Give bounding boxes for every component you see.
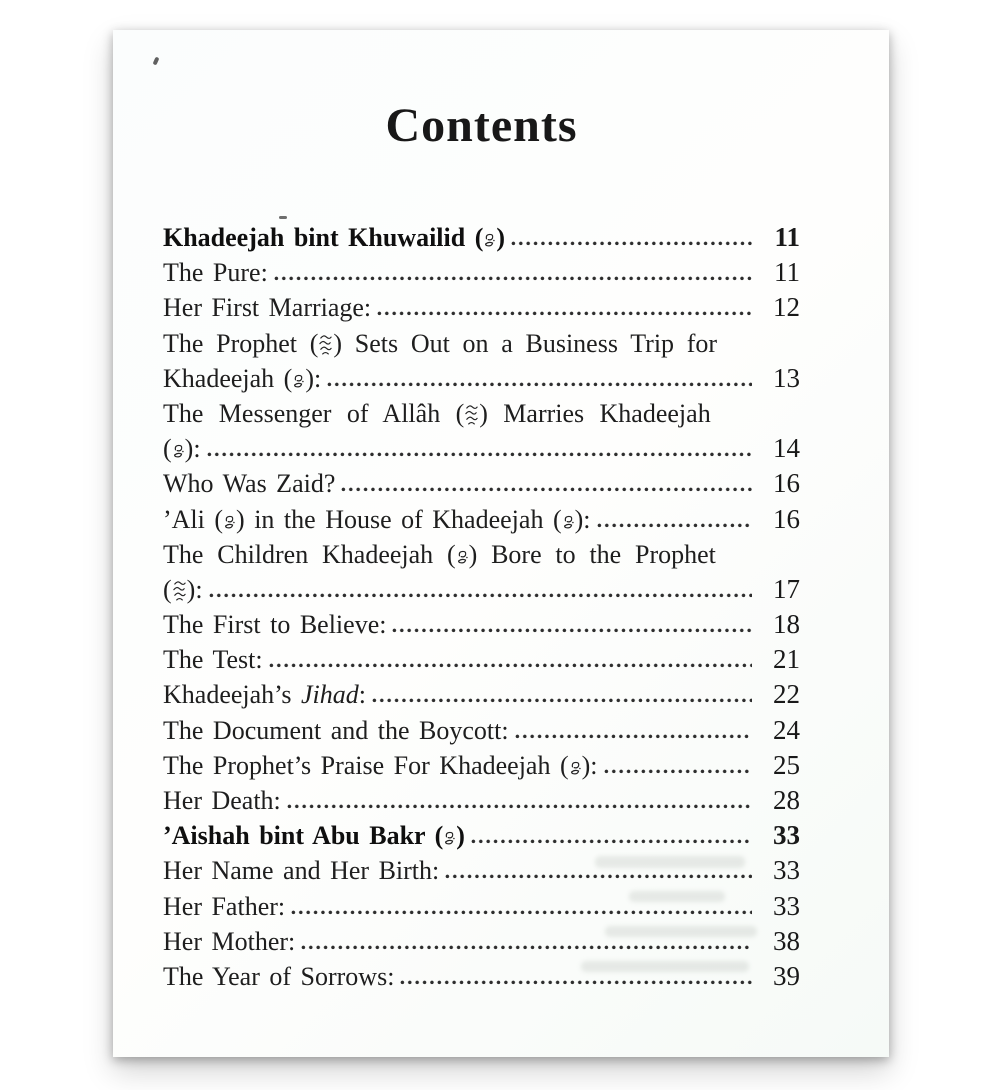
page-title: Contents bbox=[385, 99, 578, 152]
page-bleed-through bbox=[595, 856, 745, 868]
toc-entry-text: Her Father: bbox=[163, 891, 286, 921]
toc-entry-text: The Messenger of Allâh ( ) Marries Khadeejah bbox=[163, 398, 711, 428]
prophet-honorific-icon bbox=[172, 579, 187, 604]
toc-list bbox=[163, 220, 800, 994]
toc-row bbox=[163, 502, 800, 537]
dot-leader bbox=[604, 769, 752, 774]
toc-row bbox=[163, 255, 800, 290]
companion-honorific-icon bbox=[443, 829, 456, 848]
toc-page-number: 18 bbox=[773, 609, 800, 640]
toc-page-number: 22 bbox=[773, 679, 800, 710]
toc-row bbox=[163, 290, 800, 325]
companion-honorific-icon bbox=[562, 513, 575, 532]
scan-speck bbox=[153, 57, 160, 66]
toc-entry-text: The Pure: bbox=[163, 258, 268, 288]
dot-leader bbox=[291, 910, 752, 915]
toc-page-number: 13 bbox=[773, 362, 800, 393]
toc-entry-text: The Year of Sorrows: bbox=[163, 961, 395, 991]
dot-leader bbox=[327, 382, 752, 387]
toc-page-number: 11 bbox=[774, 257, 800, 288]
companion-honorific-icon bbox=[456, 548, 469, 567]
dot-leader bbox=[287, 804, 752, 809]
toc-row bbox=[163, 818, 800, 853]
toc-page-number: 38 bbox=[773, 925, 800, 956]
toc-row bbox=[163, 361, 800, 396]
dot-leader bbox=[515, 734, 752, 739]
companion-honorific-icon bbox=[172, 442, 185, 461]
toc-page-number: 11 bbox=[774, 222, 800, 252]
toc-page-number: 12 bbox=[773, 292, 800, 323]
dot-leader bbox=[377, 311, 752, 316]
toc-entry-text: ’Aishah bint Abu Bakr ( ) bbox=[163, 821, 465, 851]
toc-row bbox=[163, 677, 800, 712]
prophet-honorific-icon bbox=[318, 333, 333, 358]
dot-leader bbox=[269, 663, 752, 668]
scan-speck bbox=[279, 216, 287, 219]
dot-leader bbox=[597, 523, 753, 528]
toc-page-number: 24 bbox=[773, 714, 800, 745]
toc-entry-text: Her Death: bbox=[163, 786, 281, 815]
toc-entry-text: Her Mother: bbox=[163, 926, 296, 956]
companion-honorific-icon bbox=[569, 759, 582, 778]
toc-page-number: 17 bbox=[773, 573, 800, 604]
companion-honorific-icon bbox=[292, 372, 305, 391]
toc-entry-text: Khadeejah’s Jihad: bbox=[163, 680, 367, 710]
dot-leader bbox=[207, 452, 752, 457]
toc-page-number: 25 bbox=[773, 749, 800, 780]
toc-entry-text: Her First Marriage: bbox=[163, 293, 372, 323]
toc-row bbox=[163, 783, 800, 818]
toc-entry-text: Her Name and Her Birth: bbox=[163, 856, 440, 886]
dot-leader bbox=[274, 276, 752, 281]
toc-entry-text: The Test: bbox=[163, 645, 263, 675]
companion-honorific-icon bbox=[223, 513, 236, 532]
book-page bbox=[113, 30, 889, 1057]
dot-leader bbox=[372, 698, 752, 703]
toc-entry-text: The First to Believe: bbox=[163, 610, 387, 640]
toc-entry-text: Who Was Zaid? bbox=[163, 469, 336, 499]
toc-row bbox=[163, 713, 800, 748]
toc-entry-text: Khadeejah ( ): bbox=[163, 363, 322, 393]
dot-leader bbox=[209, 593, 752, 598]
companion-honorific-icon bbox=[483, 231, 496, 250]
toc-row bbox=[163, 748, 800, 783]
toc-row bbox=[163, 572, 800, 607]
toc-entry-text: The Children Khadeejah ( ) Bore to the Prophet bbox=[163, 539, 716, 569]
page-bleed-through bbox=[581, 961, 749, 972]
dot-leader bbox=[445, 874, 752, 879]
toc-entry-text: Khadeejah bint Khuwailid ( ) bbox=[163, 223, 506, 252]
toc-row bbox=[163, 642, 800, 677]
toc-entry-text: ’Ali ( ) in the House of Khadeejah ( ): bbox=[163, 504, 591, 534]
toc-page-number: 33 bbox=[773, 855, 800, 886]
toc-entry-text: ( ): bbox=[163, 574, 203, 604]
toc-row bbox=[163, 396, 800, 431]
toc-page-number: 33 bbox=[773, 820, 800, 851]
toc-page-number: 33 bbox=[773, 890, 800, 921]
page-bleed-through bbox=[629, 891, 725, 902]
toc-entry-text: The Prophet ( ) Sets Out on a Business Trip for bbox=[163, 328, 718, 358]
dot-leader bbox=[400, 980, 752, 985]
toc-page-number: 21 bbox=[773, 644, 800, 675]
toc-row bbox=[163, 326, 800, 361]
dot-leader bbox=[511, 241, 752, 246]
toc-row bbox=[163, 220, 800, 255]
toc-row bbox=[163, 607, 800, 642]
toc-page-number: 16 bbox=[773, 503, 800, 534]
toc-page-number: 39 bbox=[773, 960, 800, 991]
toc-page-number: 16 bbox=[773, 468, 800, 499]
toc-row bbox=[163, 537, 800, 572]
prophet-honorific-icon bbox=[464, 403, 479, 428]
toc-entry-text: ( ): bbox=[163, 434, 201, 464]
toc-entry-text: The Prophet’s Praise For Khadeejah ( ): bbox=[163, 750, 598, 780]
dot-leader bbox=[392, 628, 752, 633]
dot-leader bbox=[471, 839, 752, 844]
toc-row bbox=[163, 431, 800, 466]
dot-leader bbox=[341, 487, 752, 492]
toc-page-number: 28 bbox=[773, 785, 800, 815]
toc-row bbox=[163, 466, 800, 501]
page-bleed-through bbox=[605, 926, 757, 937]
toc-entry-text: The Document and the Boycott: bbox=[163, 715, 509, 745]
dot-leader bbox=[301, 945, 752, 950]
toc-page-number: 14 bbox=[773, 433, 800, 464]
